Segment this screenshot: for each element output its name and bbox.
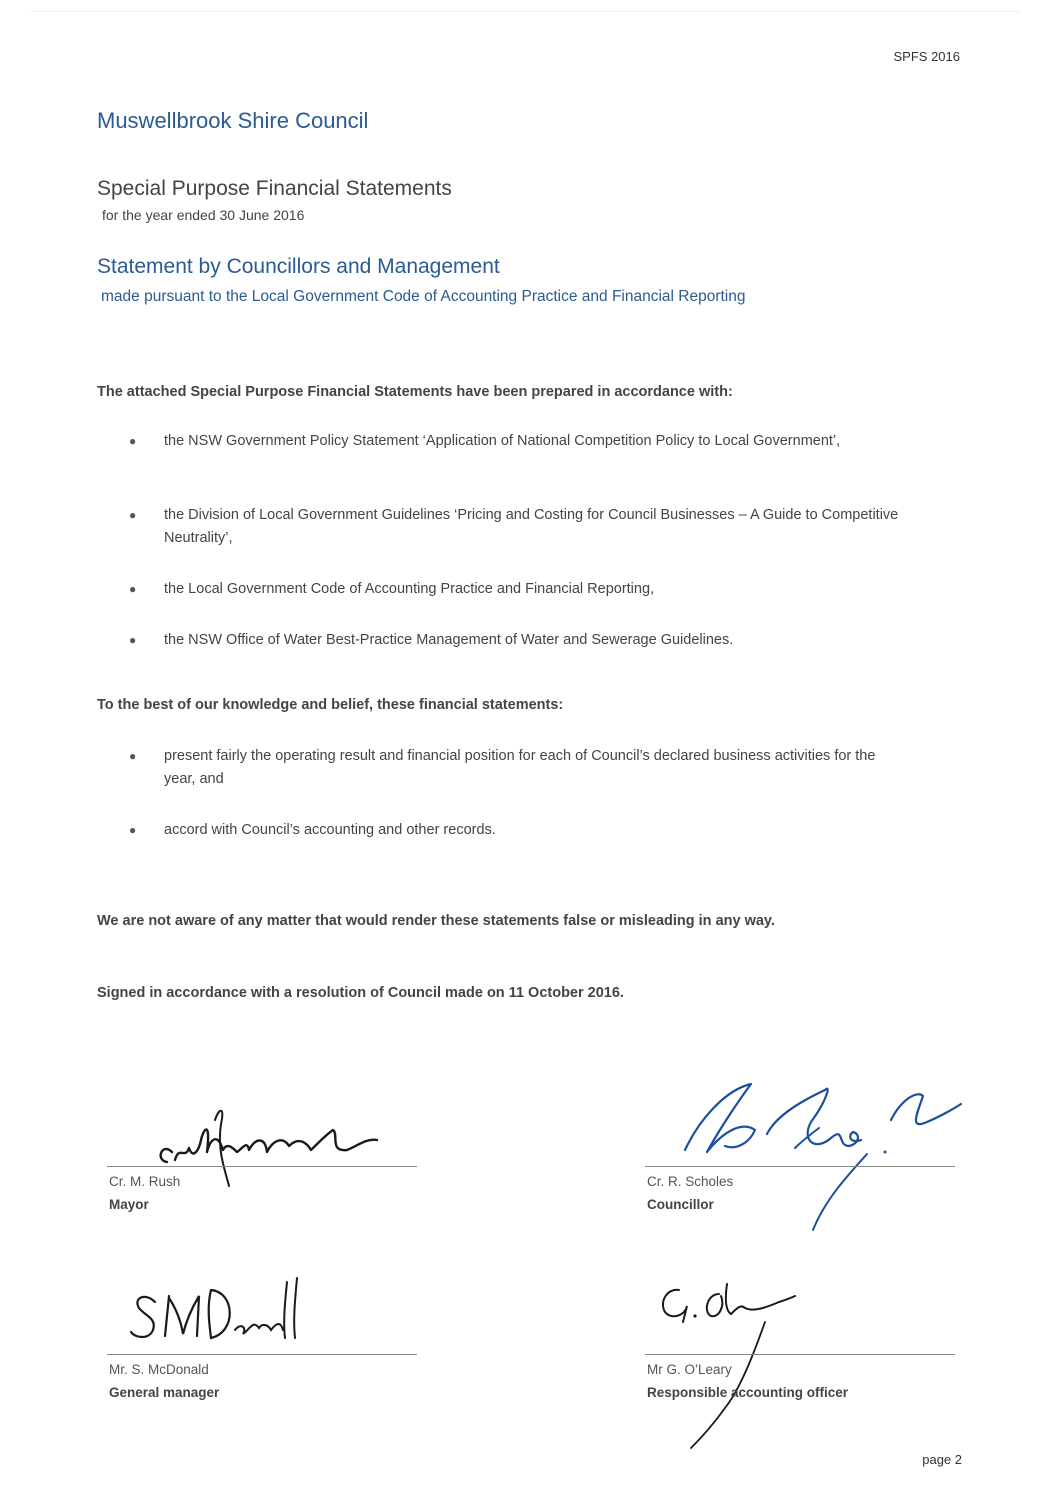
handwritten-signature-councillor (655, 1060, 975, 1240)
handwritten-signature-accounting-officer (645, 1258, 845, 1458)
page-number: page 2 (922, 1452, 962, 1467)
bullet-icon: ● (129, 749, 137, 763)
statement-title: Special Purpose Financial Statements (97, 177, 452, 200)
bullet-icon: ● (129, 633, 137, 647)
section-title: Statement by Councillors and Management (97, 255, 500, 278)
prepared-intro: The attached Special Purpose Financial Statements have been prepared in accordance with: (97, 384, 733, 400)
bullet-icon: ● (129, 508, 137, 522)
signature-line (107, 1166, 417, 1167)
signature-line (645, 1354, 955, 1355)
declaration: We are not aware of any matter that would render these statements false or misleading in any way. (97, 913, 775, 929)
section-subtitle: made pursuant to the Local Government Code of Accounting Practice and Financial Reporting (101, 288, 746, 305)
signatory-name: Cr. R. Scholes (647, 1174, 734, 1189)
belief-list (127, 745, 907, 843)
list-item-text: the Local Government Code of Accounting Practice and Financial Reporting, (164, 581, 655, 597)
list-item (127, 578, 907, 602)
handwritten-signature-mayor (107, 1090, 417, 1210)
belief-intro: To the best of our knowledge and belief, these financial statements: (97, 697, 564, 713)
resolution: Signed in accordance with a resolution of Council made on 11 October 2016. (97, 985, 624, 1001)
signatory-role: Mayor (109, 1197, 149, 1212)
list-item (127, 745, 907, 793)
signatory-role: Councillor (647, 1197, 714, 1212)
signatory-role: Responsible accounting officer (647, 1385, 849, 1400)
bullet-icon: ● (129, 582, 137, 596)
signatory-role: General manager (109, 1385, 220, 1400)
list-item-text: the NSW Government Policy Statement ‘Application of National Competition Policy to Local Government’, (164, 433, 841, 449)
statement-period: for the year ended 30 June 2016 (102, 207, 305, 223)
list-item-text: present fairly the operating result and financial position for each of Council’s declared business activities for the year, and (164, 748, 876, 787)
list-item (127, 504, 907, 552)
council-name: Muswellbrook Shire Council (97, 108, 369, 133)
signature-block-mayor (107, 1110, 417, 1210)
signatory-name: Cr. M. Rush (109, 1174, 181, 1189)
top-rule (30, 11, 1020, 12)
list-item (127, 430, 907, 478)
signature-line (645, 1166, 955, 1167)
handwritten-signature-general-manager (107, 1268, 367, 1358)
document-code: SPFS 2016 (893, 49, 960, 64)
list-item (127, 819, 907, 843)
signature-line (107, 1354, 417, 1355)
signature-block-accounting-officer (645, 1298, 955, 1398)
list-item-text: the NSW Office of Water Best-Practice Management of Water and Sewerage Guidelines. (164, 632, 734, 648)
signatory-name: Mr G. O’Leary (647, 1362, 732, 1377)
list-item-text: accord with Council’s accounting and other records. (164, 822, 496, 838)
bullet-icon: ● (129, 823, 137, 837)
bullet-icon: ● (129, 434, 137, 448)
signature-block-councillor (645, 1110, 955, 1210)
signature-block-general-manager (107, 1298, 417, 1398)
signatory-name: Mr. S. McDonald (109, 1362, 209, 1377)
list-item (127, 629, 907, 653)
prepared-list (127, 430, 907, 653)
list-item-text: the Division of Local Government Guidelines ‘Pricing and Costing for Council Businesses – A Guide to Competitive Neutrality’, (164, 507, 899, 546)
